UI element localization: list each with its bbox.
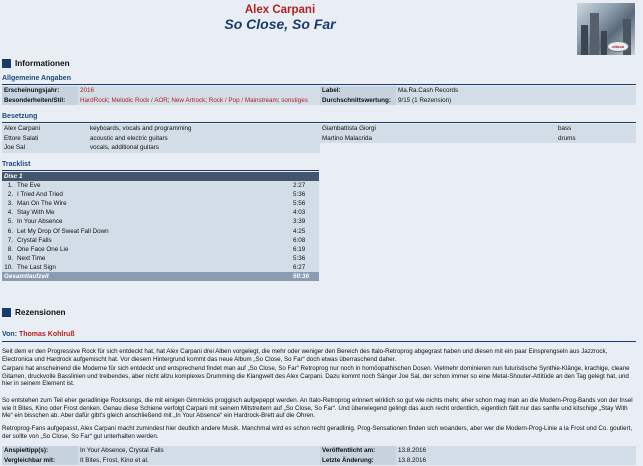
review-paragraph: Seit dem er den Progressive Rock für sich entdeckt hat, hat Alex Carpani drei Alben vorgelegt, die mehr oder weniger den Bereich des Italo-Retroprog abgegrast haben und diesen mit ein paar Einsprengseln aus Jazzrock, Electronica und Hardrock aufgemischt hat. Vor diesem Hintergrund kommt das neue Album „So Close, So Far“ doch etwas überraschend daher. (2, 348, 608, 363)
track-time: 5:56 (293, 199, 306, 207)
track-number: 5. (7, 218, 13, 226)
allgemeine-angaben-title: Allgemeine Angaben (2, 75, 71, 82)
section-informationen (2, 57, 70, 69)
track-number: 4. (7, 209, 13, 217)
track-title: Next Time (17, 255, 46, 263)
divider (2, 341, 636, 342)
letzte-aenderung-label: Letzte Änderung: (320, 456, 396, 466)
label-label: Label: (320, 86, 396, 96)
track-time: 6:27 (293, 264, 306, 272)
track-number: 10. (4, 264, 13, 272)
divider (2, 84, 636, 85)
besonderheiten-label: Besonderheiten/Stil: (2, 96, 78, 106)
style-link[interactable]: HardRock (80, 96, 108, 104)
track-time: 6:19 (293, 245, 306, 253)
section-informationen-title: Informationen (15, 58, 70, 68)
musician-role: drums (556, 134, 636, 144)
style-link[interactable]: New Artrock (171, 96, 206, 104)
style-separator: ; (108, 96, 112, 104)
track-row (2, 208, 319, 217)
musician-role: acoustic and electric guitars (88, 134, 320, 144)
artist-name[interactable]: Alex Carpani (244, 4, 316, 16)
vergleichbar-label: Vergleichbar mit: (2, 456, 78, 466)
track-row (2, 181, 319, 190)
track-time: 5:36 (293, 255, 306, 263)
lineup-table (2, 124, 636, 153)
track-title: In Your Absence (17, 218, 63, 226)
track-row (2, 236, 319, 245)
track-title: One Face One Lie (17, 245, 69, 253)
style-separator: ; (167, 96, 172, 104)
musician-name: Joe Sal (2, 143, 88, 153)
track-title: The Eve (17, 181, 41, 189)
track-number: 2. (7, 190, 13, 198)
style-link[interactable]: Melodic Rock / AOR (111, 96, 168, 104)
track-row (2, 199, 319, 208)
style-link[interactable]: Rock / Pop / Mainstream (208, 96, 278, 104)
veroeffentlicht-label: Veröffentlicht am: (320, 446, 396, 456)
label-logo: ottava (607, 41, 629, 52)
tracklist-table (2, 172, 319, 281)
section-rezensionen (2, 306, 66, 318)
track-title: Let My Drop Of Sweat Fall Down (17, 227, 109, 235)
review-paragraph: Retroprog-Fans aufgepasst, Alex Carpani macht zumindest hier deutlich andere Musik. Manchmal wird es schon recht geradlinig. Prog-Sensationen finden sich woanders, aber wer die Modern-Prog-Linie a la Frost und Co. goutiert, der sollte von „So Close, So Far“ gut unterhalten werden. (2, 425, 633, 440)
musician-name: Martino Malacrida (320, 134, 556, 144)
musician-role: bass (556, 124, 636, 134)
track-number: 3. (7, 199, 13, 207)
review-paragraph: So entstehen zum Teil eher geradlinige Rocksongs, die mit einigen Gimmicks proggisch aufgepeppt werden. An Italo-Retroprog erinnert wirklich so gut wie nichts mehr, eher schon mag man an die Modern-Prog-Bands von der Insel wie It Bites, Kino oder Frost denken. Genau diese Schiene verfolgt Carpani mit seinem Mitstreitern auf „So Close, So Far“. Und überwiegend gelingt das auch recht ordentlich, eigentlich fällt nur das sanfte und kitschige „Stay With Me“ ein bisschen ab. Aber dafür gibt's gleich anschließend mit „In Your Absence“ ein Hardrock-Brett auf die Ohren. (2, 397, 633, 420)
style-link[interactable]: sonstiges (281, 96, 308, 104)
track-number: 6. (7, 227, 13, 235)
track-row (2, 190, 319, 199)
divider (2, 122, 636, 123)
empty-cell (320, 143, 556, 153)
von-label: Von: (2, 331, 19, 338)
track-number: 7. (7, 236, 13, 244)
track-row (2, 245, 319, 254)
style-separator: ; (277, 96, 282, 104)
empty-cell (556, 143, 636, 153)
track-title: Stay With Me (17, 209, 55, 217)
veroeffentlicht-value: 13.8.2016 (396, 446, 636, 456)
track-row (2, 254, 319, 263)
durchschnitt-value: 9/15 (1 Rezension) (396, 96, 636, 106)
general-info-table (2, 86, 636, 105)
vergleichbar-value: It Bites, Frost, Kino et al. (78, 456, 320, 466)
style-links (78, 96, 320, 106)
besetzung-title: Besetzung (2, 113, 38, 120)
track-time: 4:25 (293, 227, 306, 235)
album-header (0, 0, 643, 58)
track-time: 6:08 (293, 236, 306, 244)
section-rezensionen-title: Rezensionen (15, 307, 66, 317)
review-author (2, 331, 75, 338)
review-footer-table (2, 446, 636, 465)
album-cover-image[interactable] (577, 3, 635, 55)
musician-name: Ettore Salati (2, 134, 88, 144)
musician-role: keyboards, vocals and programming (88, 124, 320, 134)
section-square-icon (2, 308, 11, 317)
anspieltipp-label: Anspieltipp(s): (2, 446, 78, 456)
total-time: 50:36 (291, 272, 319, 281)
disc-header: Disc 1 (2, 172, 319, 181)
tracklist-title: Tracklist (2, 161, 31, 168)
musician-name: Giambattista Giorgi (320, 124, 556, 134)
durchschnitt-label: Durchschnittswertung: (320, 96, 396, 106)
total-label: Gesamtlaufzeit (2, 272, 291, 281)
track-number: 1. (7, 181, 13, 189)
track-number: 8. (7, 245, 13, 253)
track-time: 2:27 (293, 181, 306, 189)
track-time: 5:36 (293, 190, 306, 198)
album-title: So Close, So Far (224, 16, 336, 32)
track-title: Man On The Wire (17, 199, 67, 207)
track-title: Crystal Falls (17, 236, 52, 244)
track-row (2, 226, 319, 235)
track-row (2, 217, 319, 226)
track-time: 3:39 (293, 218, 306, 226)
erscheinungsjahr-label: Erscheinungsjahr: (2, 86, 78, 96)
track-number: 9. (7, 255, 13, 263)
divider (2, 170, 319, 171)
track-title: The Last Sign (17, 264, 56, 272)
style-separator: ; (205, 96, 209, 104)
review-paragraph: Carpani hat anscheinend die Moderne für sich entdeckt und entsprechend findet man auf „So Close, So Far“ Retroprog nur noch in homöopathischen Dosen. Vielmehr dominieren nun futuristische Synthie-Klänge, krachige, cleane Gitarren, druckvolle Basslinien und treibendes, aber nicht allzu komplexes Drumming die Klangwelt des Alex Carpani. Dazu kommt noch Sänger Joe Sal, der schon immer so eine Metal-Shouter-Attitüde an den Tag gelegt hat, und hier in seinem Element ist. (2, 365, 630, 388)
section-square-icon (2, 59, 11, 68)
musician-role: vocals, additional guitars (88, 143, 320, 153)
letzte-aenderung-value: 13.8.2016 (396, 456, 636, 466)
track-time: 4:03 (293, 209, 306, 217)
musician-name: Alex Carpani (2, 124, 88, 134)
track-title: I Tried And Tried (17, 190, 63, 198)
anspieltipp-value: In Your Absence, Crystal Falls (78, 446, 320, 456)
track-row (2, 263, 319, 272)
erscheinungsjahr-link[interactable]: 2016 (80, 87, 95, 95)
label-value: Ma.Ra.Cash Records (396, 86, 636, 96)
author-link[interactable]: Thomas Kohlruß (18, 331, 75, 338)
